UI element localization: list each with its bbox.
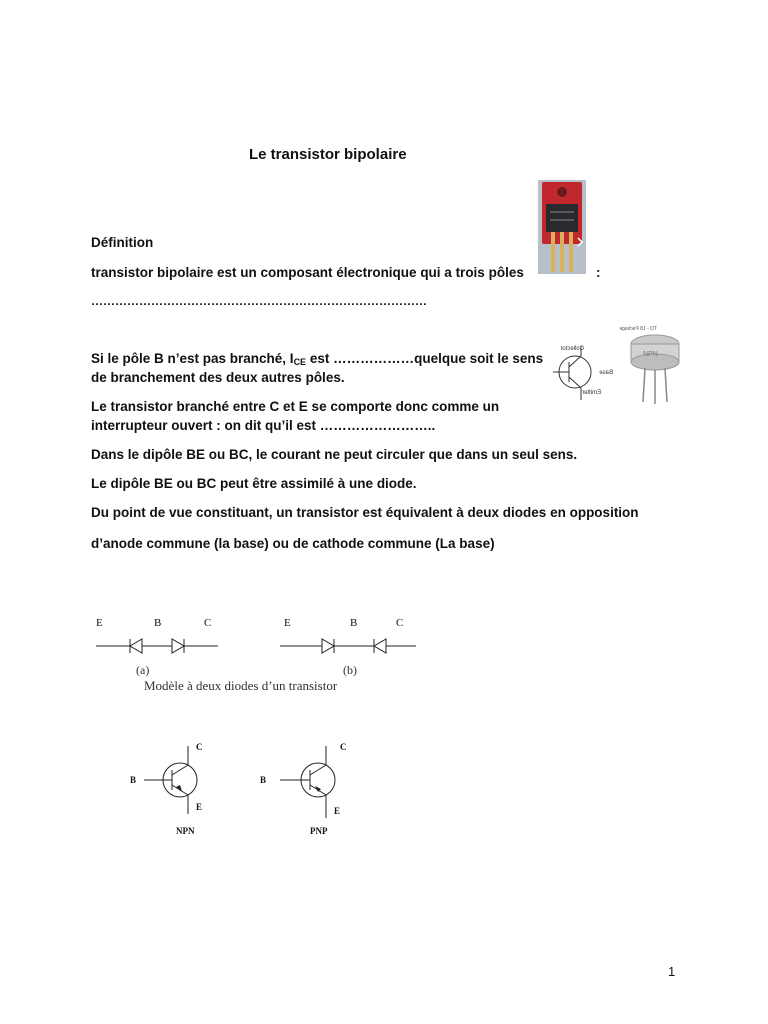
npn-label-b: B [130, 775, 137, 785]
diode-b-label-c: C [396, 617, 404, 629]
diode-b-label-b: B [350, 617, 358, 629]
paragraph-dipole-diode: Le dipôle BE ou BC peut être assimilé à une diode. [91, 476, 417, 491]
paragraph-switch: Le transistor branché entre C et E se comporte donc comme un [91, 399, 500, 414]
pnp-label-e: E [334, 806, 341, 816]
diode-model-caption: Modèle à deux diodes d’un transistor [144, 678, 338, 693]
page-title: Le transistor bipolaire [249, 146, 407, 163]
paragraph-pole-b: Si le pôle B n’est pas branché, $I_{CE}$ est ………………quelque soit le sens [91, 351, 544, 367]
transistor-photo [538, 180, 586, 274]
npn-name: NPN [176, 826, 195, 836]
pin-label-collector: Collector [560, 346, 584, 352]
paragraph-pole-b-cont: de branchement des deux autres pôles. [91, 370, 345, 385]
package-photo [543, 322, 685, 414]
section-heading: Définition [91, 235, 154, 250]
diode-b-tag: (b) [343, 663, 357, 677]
diode-a-label-e: E [96, 617, 103, 629]
pin-label-base: Base [599, 370, 613, 376]
paragraph-constituent: Du point de vue constituant, un transistor est équivalent à deux diodes en opposition [91, 505, 639, 520]
diode-b-label-e: E [284, 617, 291, 629]
transistor-symbols-figure [120, 738, 360, 842]
paragraph-switch-cont: interrupteur ouvert : on dit qu’il est …………………….. [91, 418, 436, 433]
pnp-name: PNP [310, 826, 328, 836]
paragraph-dipole-current: Dans le dipôle BE ou BC, le courant ne peut circuler que dans un seul sens. [91, 447, 578, 462]
package-mark: NPN [643, 351, 658, 358]
paragraph-constituent-cont: d’anode commune (la base) ou de cathode commune (La base) [91, 536, 495, 551]
page-number: 1 [668, 964, 676, 979]
diode-model-figure [90, 612, 430, 696]
pnp-label-b: B [260, 775, 267, 785]
pnp-label-c: C [340, 742, 347, 752]
pin-label-emitter: Emitter [581, 390, 601, 396]
diode-a-label-b: B [154, 617, 162, 629]
diode-a-label-c: C [204, 617, 212, 629]
npn-label-e: E [196, 802, 203, 812]
paragraph-definition: transistor bipolaire est un composant électronique qui a trois pôles [91, 265, 524, 280]
package-label: TO - 18 Package [619, 326, 657, 332]
diode-a-tag: (a) [136, 663, 150, 677]
dots-line: ………………………………………………………………………… [91, 294, 427, 308]
npn-label-c: C [196, 742, 203, 752]
paragraph-colon: : [596, 265, 601, 280]
